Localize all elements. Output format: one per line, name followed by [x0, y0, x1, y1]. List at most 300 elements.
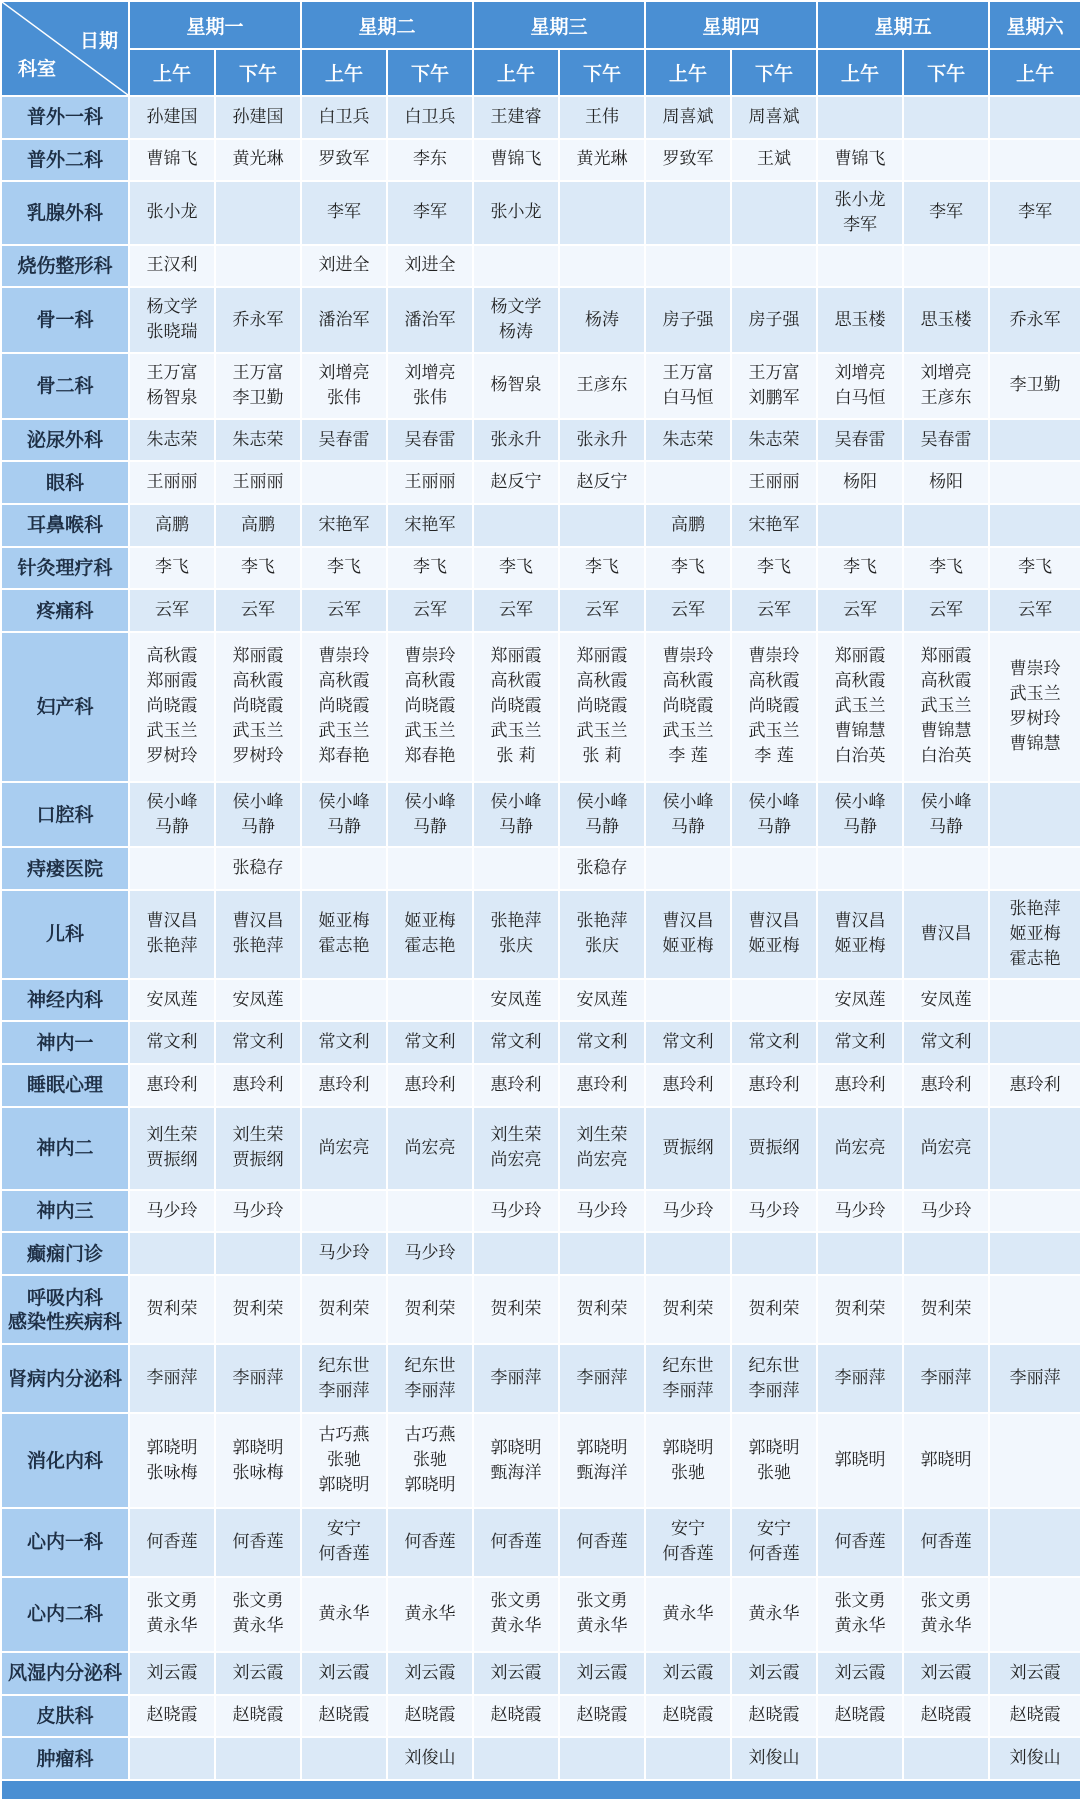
doctor-name: 马少玲 — [920, 1200, 972, 1221]
department-name: 心内二科 — [26, 1603, 103, 1626]
schedule-cell — [387, 1508, 473, 1577]
department-name: 消化内科 — [26, 1449, 103, 1472]
schedule-cell — [215, 1232, 301, 1275]
doctor-name: 马少玲 — [490, 1200, 542, 1221]
schedule-cell — [645, 181, 731, 244]
schedule-cell — [817, 1695, 903, 1738]
schedule-cell — [989, 1508, 1080, 1577]
schedule-cell — [129, 181, 215, 244]
doctor-name: 张小龙 — [490, 202, 542, 223]
department-cell — [1, 461, 129, 504]
schedule-row — [1, 461, 1080, 504]
schedule-cell — [129, 245, 215, 288]
schedule-cell — [387, 1695, 473, 1738]
doctor-name: 何香莲 — [490, 1531, 542, 1552]
schedule-cell — [301, 504, 387, 547]
doctor-name: 白卫兵 — [404, 106, 456, 127]
department-name: 儿科 — [45, 923, 84, 946]
schedule-cell — [559, 979, 645, 1022]
doctor-name: 马静 — [241, 816, 275, 837]
department-cell — [1, 96, 129, 139]
doctor-name: 朱志荣 — [146, 429, 198, 450]
doctor-name: 赵晓霞 — [490, 1705, 542, 1726]
doctor-name: 武玉兰 — [662, 721, 714, 742]
schedule-cell — [989, 353, 1080, 419]
doctor-name: 尚宏亮 — [834, 1137, 886, 1158]
schedule-cell — [817, 547, 903, 590]
doctor-name: 乔永军 — [232, 309, 284, 330]
doctor-name: 云军 — [843, 600, 878, 621]
schedule-cell — [645, 1232, 731, 1275]
schedule-cell — [559, 782, 645, 848]
schedule-cell — [387, 1577, 473, 1652]
schedule-cell — [301, 1232, 387, 1275]
schedule-cell — [731, 1275, 817, 1344]
schedule-cell — [903, 1344, 989, 1413]
schedule-cell — [731, 1107, 817, 1190]
doctor-name: 李飞 — [327, 557, 362, 578]
doctor-name: 李飞 — [671, 557, 706, 578]
department-cell — [1, 979, 129, 1022]
schedule-cell — [903, 1232, 989, 1275]
doctor-name: 侯小峰 — [318, 791, 370, 812]
schedule-row — [1, 589, 1080, 632]
doctor-name: 曹锦飞 — [490, 149, 542, 170]
schedule-cell — [989, 1190, 1080, 1233]
schedule-cell — [817, 1064, 903, 1107]
schedule-row — [1, 419, 1080, 462]
doctor-name: 刘增亮 — [404, 362, 456, 383]
doctor-name: 常文利 — [232, 1032, 284, 1053]
department-name: 风湿内分泌科 — [7, 1662, 122, 1685]
schedule-cell — [129, 1232, 215, 1275]
session-header: 上午 — [473, 49, 559, 96]
doctor-name: 李军 — [929, 202, 964, 223]
doctor-name: 张 莉 — [582, 746, 622, 767]
schedule-cell — [645, 1344, 731, 1413]
doctor-name: 常文利 — [662, 1032, 714, 1053]
doctor-name: 马静 — [155, 816, 189, 837]
doctor-name: 姬亚梅 — [1009, 923, 1061, 944]
doctor-name: 马静 — [585, 816, 620, 837]
schedule-cell — [301, 419, 387, 462]
doctor-name: 张文勇 — [490, 1591, 542, 1612]
doctor-name: 赵晓霞 — [146, 1705, 198, 1726]
schedule-cell — [731, 353, 817, 419]
schedule-cell — [215, 1737, 301, 1780]
schedule-cell — [129, 287, 215, 353]
doctor-name: 何香莲 — [318, 1544, 370, 1565]
schedule-cell — [817, 1508, 903, 1577]
doctor-name: 霍志艳 — [318, 936, 370, 957]
schedule-cell — [301, 245, 387, 288]
doctor-name: 张晓瑞 — [146, 322, 198, 343]
doctor-name: 贾振纲 — [748, 1137, 800, 1158]
doctor-name: 白卫兵 — [318, 106, 370, 127]
department-cell — [1, 1275, 129, 1344]
session-header: 下午 — [731, 49, 817, 96]
schedule-cell — [387, 979, 473, 1022]
doctor-name: 王伟 — [585, 106, 620, 127]
doctor-name: 赵晓霞 — [318, 1705, 370, 1726]
schedule-cell — [129, 1275, 215, 1344]
doctor-name: 惠玲利 — [834, 1074, 886, 1095]
doctor-name: 惠玲利 — [404, 1074, 456, 1095]
doctor-name: 侯小峰 — [748, 791, 800, 812]
doctor-name: 张艳萍 — [490, 911, 542, 932]
doctor-name: 尚晓霞 — [662, 696, 714, 717]
schedule-cell — [301, 461, 387, 504]
doctor-name: 尚晓霞 — [490, 696, 542, 717]
doctor-name: 尚晓霞 — [146, 696, 198, 717]
doctor-name: 安宁 — [671, 1519, 706, 1540]
doctor-name: 李丽萍 — [146, 1368, 198, 1389]
schedule-row — [1, 139, 1080, 182]
schedule-row — [1, 782, 1080, 848]
schedule-cell — [989, 461, 1080, 504]
doctor-name: 贾振纲 — [232, 1150, 284, 1171]
schedule-cell — [387, 245, 473, 288]
doctor-name: 甄海洋 — [576, 1462, 628, 1483]
schedule-cell — [473, 353, 559, 419]
doctor-name: 张稳存 — [576, 858, 628, 879]
doctor-name: 张稳存 — [232, 858, 284, 879]
doctor-name: 李飞 — [585, 557, 620, 578]
schedule-cell — [129, 847, 215, 890]
schedule-cell — [817, 461, 903, 504]
schedule-cell — [129, 632, 215, 782]
schedule-cell — [903, 890, 989, 979]
schedule-cell — [387, 181, 473, 244]
doctor-name: 王建睿 — [490, 106, 542, 127]
doctor-name: 刘云霞 — [232, 1662, 284, 1683]
doctor-name: 尚宏亮 — [490, 1150, 542, 1171]
schedule-cell — [387, 139, 473, 182]
schedule-cell — [473, 245, 559, 288]
schedule-cell — [903, 181, 989, 244]
schedule-cell — [989, 632, 1080, 782]
doctor-name: 高秋霞 — [834, 671, 886, 692]
schedule-cell — [731, 1737, 817, 1780]
doctor-name: 云军 — [155, 600, 189, 621]
doctor-name: 周喜斌 — [748, 106, 800, 127]
schedule-cell — [129, 504, 215, 547]
doctor-name: 杨文学 — [490, 297, 542, 318]
schedule-cell — [817, 632, 903, 782]
doctor-name: 黄永华 — [232, 1616, 284, 1637]
doctor-name: 张 莉 — [496, 746, 536, 767]
schedule-cell — [817, 245, 903, 288]
doctor-name: 刘云霞 — [318, 1662, 370, 1683]
doctor-name: 李丽萍 — [232, 1368, 284, 1389]
doctor-name: 曹锦慧 — [920, 721, 972, 742]
doctor-name: 李丽萍 — [576, 1368, 628, 1389]
doctor-name: 曹锦飞 — [146, 149, 198, 170]
doctor-name: 杨涛 — [585, 309, 620, 330]
schedule-cell — [817, 1232, 903, 1275]
doctor-name: 白马恒 — [662, 387, 714, 408]
department-name: 肿瘤科 — [36, 1747, 94, 1770]
doctor-name: 惠玲利 — [146, 1074, 198, 1095]
schedule-cell — [989, 181, 1080, 244]
doctor-name: 周喜斌 — [662, 106, 714, 127]
schedule-cell — [215, 287, 301, 353]
schedule-cell — [731, 1232, 817, 1275]
schedule-cell — [989, 1232, 1080, 1275]
department-cell — [1, 782, 129, 848]
schedule-cell — [559, 1021, 645, 1064]
doctor-name: 宋艳军 — [748, 514, 800, 535]
department-name: 呼吸内科 — [26, 1286, 103, 1309]
doctor-name: 安宁 — [757, 1519, 792, 1540]
doctor-name: 何香莲 — [232, 1531, 284, 1552]
schedule-cell — [387, 1275, 473, 1344]
doctor-name: 贺利荣 — [146, 1299, 198, 1320]
schedule-cell — [903, 1508, 989, 1577]
department-cell — [1, 245, 129, 288]
schedule-cell — [301, 589, 387, 632]
department-cell — [1, 139, 129, 182]
schedule-cell — [301, 1021, 387, 1064]
schedule-cell — [903, 632, 989, 782]
schedule-cell — [301, 979, 387, 1022]
day-header-saturday: 星期六 — [989, 1, 1080, 49]
doctor-name: 李飞 — [757, 557, 792, 578]
doctor-name: 王丽丽 — [232, 472, 284, 493]
department-cell — [1, 1577, 129, 1652]
schedule-cell — [731, 245, 817, 288]
doctor-name: 曹锦慧 — [834, 721, 886, 742]
schedule-cell — [989, 589, 1080, 632]
doctor-name: 武玉兰 — [1009, 683, 1061, 704]
doctor-name: 赵反宁 — [490, 472, 542, 493]
doctor-name: 何香莲 — [662, 1544, 714, 1565]
doctor-name: 姬亚梅 — [662, 936, 714, 957]
doctor-name: 刘云霞 — [576, 1662, 628, 1683]
department-cell — [1, 1232, 129, 1275]
schedule-cell — [301, 287, 387, 353]
doctor-name: 张驰 — [671, 1462, 706, 1483]
doctor-name: 王彦东 — [920, 387, 972, 408]
schedule-row — [1, 1064, 1080, 1107]
doctor-name: 武玉兰 — [920, 696, 972, 717]
doctor-name: 高秋霞 — [232, 671, 284, 692]
schedule-cell — [473, 1413, 559, 1508]
schedule-row — [1, 1232, 1080, 1275]
doctor-name: 侯小峰 — [576, 791, 628, 812]
schedule-row — [1, 1344, 1080, 1413]
doctor-name: 高秋霞 — [920, 671, 972, 692]
doctor-name: 云军 — [757, 600, 792, 621]
department-cell — [1, 1064, 129, 1107]
doctor-name: 贺利荣 — [404, 1299, 456, 1320]
schedule-cell — [731, 504, 817, 547]
schedule-row — [1, 353, 1080, 419]
schedule-cell — [387, 1652, 473, 1695]
doctor-name: 罗致军 — [662, 149, 714, 170]
header-corner — [1, 1, 129, 96]
schedule-cell — [301, 1344, 387, 1413]
doctor-name: 郭晓明 — [576, 1437, 628, 1458]
doctor-name: 郑春艳 — [318, 746, 370, 767]
schedule-cell — [903, 96, 989, 139]
department-cell — [1, 1344, 129, 1413]
schedule-cell — [903, 589, 989, 632]
schedule-cell — [387, 287, 473, 353]
schedule-cell — [473, 1344, 559, 1413]
doctor-name: 侯小峰 — [232, 791, 284, 812]
schedule-cell — [215, 979, 301, 1022]
schedule-cell — [215, 139, 301, 182]
doctor-name: 贺利荣 — [834, 1299, 886, 1320]
doctor-name: 李丽萍 — [748, 1380, 800, 1401]
schedule-cell — [215, 181, 301, 244]
session-header: 上午 — [301, 49, 387, 96]
doctor-name: 张永升 — [576, 429, 628, 450]
schedule-row — [1, 1737, 1080, 1780]
schedule-cell — [645, 847, 731, 890]
schedule-cell — [559, 1737, 645, 1780]
schedule-cell — [301, 181, 387, 244]
schedule-cell — [645, 782, 731, 848]
schedule-cell — [129, 1652, 215, 1695]
department-cell — [1, 504, 129, 547]
schedule-cell — [903, 1064, 989, 1107]
doctor-name: 云军 — [585, 600, 620, 621]
schedule-cell — [645, 353, 731, 419]
schedule-cell — [645, 96, 731, 139]
doctor-name: 赵晓霞 — [662, 1705, 714, 1726]
schedule-cell — [645, 1577, 731, 1652]
session-header: 上午 — [129, 49, 215, 96]
doctor-name: 白马恒 — [834, 387, 886, 408]
doctor-name: 安凤莲 — [834, 989, 886, 1010]
doctor-name: 杨阳 — [843, 472, 878, 493]
doctor-name: 房子强 — [748, 309, 800, 330]
doctor-name: 常文利 — [404, 1032, 456, 1053]
schedule-row — [1, 96, 1080, 139]
schedule-cell — [903, 547, 989, 590]
schedule-row — [1, 1021, 1080, 1064]
doctor-name: 宋艳军 — [318, 514, 370, 535]
doctor-name: 黄永华 — [146, 1616, 198, 1637]
department-cell — [1, 1508, 129, 1577]
schedule-cell — [473, 890, 559, 979]
schedule-cell — [559, 461, 645, 504]
doctor-name: 武玉兰 — [490, 721, 542, 742]
schedule-cell — [645, 139, 731, 182]
schedule-cell — [215, 1695, 301, 1738]
doctor-name: 马少玲 — [834, 1200, 886, 1221]
doctor-name: 赵晓霞 — [404, 1705, 456, 1726]
schedule-cell — [129, 96, 215, 139]
doctor-name: 高秋霞 — [576, 671, 628, 692]
doctor-name: 何香莲 — [576, 1531, 628, 1552]
doctor-name: 孙建国 — [232, 106, 284, 127]
doctor-name: 常文利 — [834, 1032, 886, 1053]
doctor-name: 惠玲利 — [920, 1074, 972, 1095]
doctor-name: 郑丽霞 — [576, 646, 628, 667]
schedule-cell — [387, 547, 473, 590]
doctor-name: 张伟 — [327, 387, 362, 408]
doctor-name: 侯小峰 — [146, 791, 198, 812]
doctor-name: 王万富 — [146, 362, 198, 383]
day-header-monday: 星期一 — [129, 1, 301, 49]
department-cell — [1, 1652, 129, 1695]
schedule-cell — [559, 1190, 645, 1233]
doctor-name: 李丽萍 — [1009, 1368, 1061, 1389]
department-name: 疼痛科 — [36, 599, 94, 622]
doctor-name: 张驰 — [757, 1462, 792, 1483]
schedule-cell — [215, 1275, 301, 1344]
doctor-name: 云军 — [1018, 600, 1053, 621]
schedule-cell — [129, 1695, 215, 1738]
schedule-cell — [473, 1737, 559, 1780]
schedule-cell — [559, 632, 645, 782]
doctor-name: 杨智泉 — [146, 387, 198, 408]
schedule-cell — [473, 1232, 559, 1275]
schedule-cell — [215, 1064, 301, 1107]
department-cell — [1, 847, 129, 890]
doctor-name: 曹崇玲 — [404, 646, 456, 667]
doctor-name: 霍志艳 — [404, 936, 456, 957]
doctor-name: 侯小峰 — [662, 791, 714, 812]
schedule-cell — [215, 353, 301, 419]
schedule-cell — [645, 1413, 731, 1508]
schedule-cell — [301, 1737, 387, 1780]
doctor-name: 朱志荣 — [748, 429, 800, 450]
schedule-cell — [817, 890, 903, 979]
doctor-name: 张艳萍 — [146, 936, 198, 957]
doctor-name: 思玉楼 — [920, 309, 972, 330]
doctor-name: 赵晓霞 — [232, 1705, 284, 1726]
doctor-name: 纪东世 — [318, 1355, 370, 1376]
department-name: 普外一科 — [26, 106, 103, 129]
schedule-cell — [989, 1695, 1080, 1738]
session-header: 上午 — [645, 49, 731, 96]
schedule-cell — [817, 1275, 903, 1344]
doctor-name: 姬亚梅 — [404, 911, 456, 932]
schedule-cell — [215, 419, 301, 462]
schedule-cell — [817, 139, 903, 182]
doctor-name: 刘云霞 — [404, 1662, 456, 1683]
day-header-wednesday: 星期三 — [473, 1, 645, 49]
department-name: 骨二科 — [36, 374, 94, 397]
schedule-cell — [903, 1737, 989, 1780]
doctor-name: 马静 — [671, 816, 706, 837]
doctor-name: 云军 — [929, 600, 964, 621]
schedule-cell — [473, 1190, 559, 1233]
doctor-name: 李丽萍 — [834, 1368, 886, 1389]
schedule-cell — [301, 1190, 387, 1233]
schedule-cell — [645, 1107, 731, 1190]
schedule-cell — [731, 589, 817, 632]
schedule-cell — [989, 547, 1080, 590]
session-header-row — [1, 49, 1080, 96]
doctor-name: 贾振纲 — [662, 1137, 714, 1158]
doctor-name: 黄永华 — [576, 1616, 628, 1637]
doctor-name: 郭晓明 — [920, 1450, 972, 1471]
schedule-cell — [731, 181, 817, 244]
doctor-name: 房子强 — [662, 309, 714, 330]
schedule-cell — [215, 1344, 301, 1413]
doctor-name: 郑丽霞 — [232, 646, 284, 667]
schedule-cell — [645, 1508, 731, 1577]
schedule-cell — [817, 782, 903, 848]
schedule-cell — [645, 1021, 731, 1064]
department-name: 烧伤整形科 — [17, 254, 113, 277]
doctor-name: 贾振纲 — [146, 1150, 198, 1171]
